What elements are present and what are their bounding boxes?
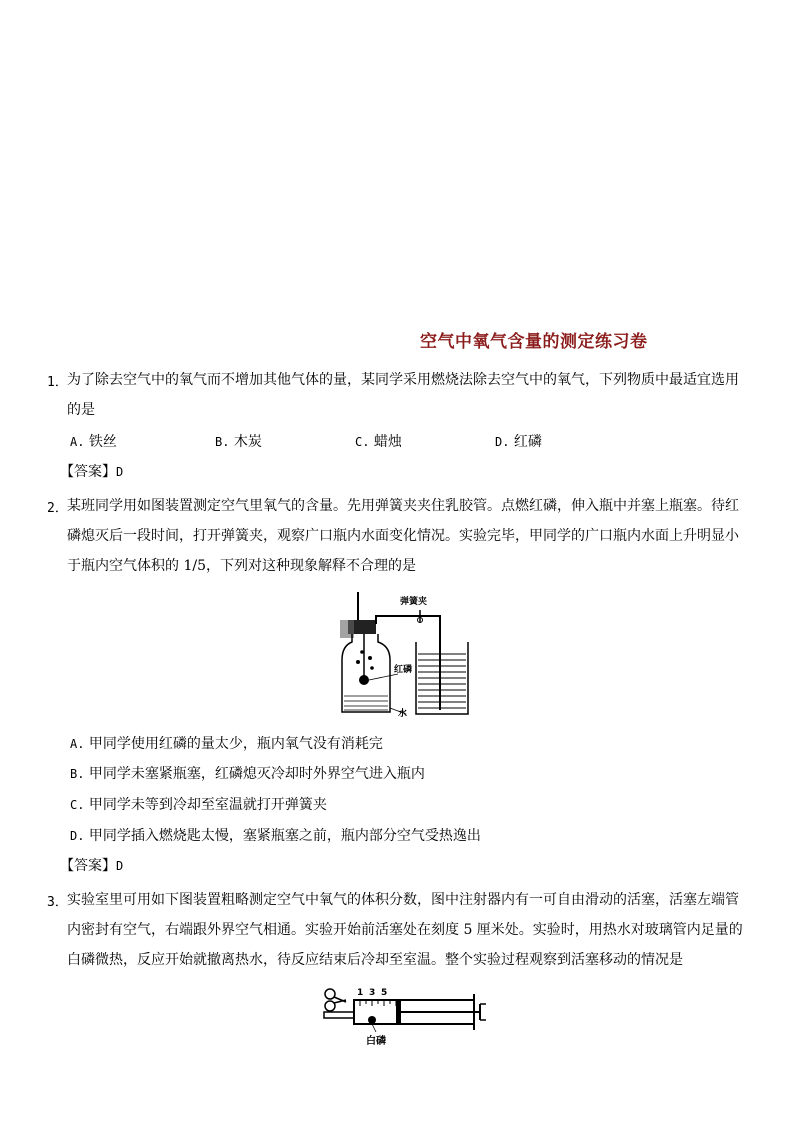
question-3-line-3: 白磷微热，反应开始就撤离热水，待反应结束后冷却至室温。整个实验过程观察到活塞移动的情况是 (67, 952, 683, 968)
option-text: 红磷 (513, 434, 542, 450)
question-1-number: 1． (47, 375, 68, 390)
option-text: 蜡烛 (373, 434, 402, 450)
option-text: 甲同学未等到冷却至室温就打开弹簧夹 (88, 797, 327, 813)
option-key: C. (70, 798, 85, 812)
question-2-answer (60, 855, 123, 875)
question-1-line-1: 为了除去空气中的氧气而不增加其他气体的量，某同学采用燃烧法除去空气中的氧气，下列物质中最适宜选用 (67, 372, 739, 388)
option-key: D. (495, 435, 510, 449)
answer-label: 【答案】 (60, 464, 116, 480)
option-text: 木炭 (233, 434, 262, 450)
option-key: D. (70, 829, 85, 843)
question-3-line-2: 内密封有空气，右端跟外界空气相通。实验开始前活塞处在刻度 5 厘米处。实验时，用热水对玻璃管内足量的 (67, 922, 743, 938)
page-title: 空气中氧气含量的测定练习卷 (420, 332, 648, 352)
phosphorus-label-1: 红磷 (394, 665, 413, 675)
question-1-option-b (215, 431, 262, 451)
answer-value: D (116, 859, 124, 873)
option-key: A. (70, 435, 85, 449)
option-text: 甲同学使用红磷的量太少，瓶内氧气没有消耗完 (88, 736, 383, 752)
piston-shape (396, 1001, 401, 1023)
question-2-line-1: 某班同学用如图装置测定空气里氧气的含量。先用弹簧夹夹住乳胶管。点燃红磷，伸入瓶中并塞上瓶塞。待红 (67, 498, 739, 514)
syringe-figure (320, 982, 495, 1048)
option-key: B. (70, 767, 85, 781)
answer-label: 【答案】 (60, 858, 116, 874)
scale-label-1: 1 (357, 988, 364, 998)
water-label: 水 (398, 709, 408, 719)
question-2-line-2: 磷熄灭后一段时间，打开弹簧夹，观察广口瓶内水面变化情况。实验完毕，甲同学的广口瓶内水面上升明显小 (67, 528, 739, 544)
question-2-option-a (70, 733, 383, 753)
option-text: 铁丝 (88, 434, 117, 450)
question-3-number: 3． (47, 895, 68, 910)
question-1-answer (60, 461, 123, 481)
question-2-number: 2． (47, 501, 68, 516)
question-2-option-c (70, 794, 327, 814)
question-1-option-c (355, 431, 402, 451)
question-2-line-3: 于瓶内空气体积的 1/5，下列对这种现象解释不合理的是 (67, 558, 416, 574)
question-2-option-d (70, 825, 481, 845)
scale-label-5: 5 (381, 988, 388, 998)
option-key: A. (70, 737, 85, 751)
question-1-option-d (495, 431, 542, 451)
option-key: B. (215, 435, 230, 449)
scale-label-3: 3 (369, 988, 376, 998)
question-3-line-1: 实验室里可用如下图装置粗略测定空气中氧气的体积分数，图中注射器内有一可自由滑动的活塞，活塞左端管 (67, 892, 739, 908)
white-phosphorus-label: 白磷 (366, 1036, 386, 1047)
question-1-line-2: 的是 (67, 402, 95, 418)
question-2-option-b (70, 763, 425, 783)
option-text: 甲同学未塞紧瓶塞，红磷熄灭冷却时外界空气进入瓶内 (88, 766, 425, 782)
bottle-apparatus-figure (328, 590, 478, 720)
clamp-label: 弹簧夹 (400, 597, 428, 607)
option-key: C. (355, 435, 370, 449)
question-1-option-a (70, 431, 117, 451)
option-text: 甲同学插入燃烧匙太慢，塞紧瓶塞之前，瓶内部分空气受热逸出 (88, 828, 481, 844)
answer-value: D (116, 465, 124, 479)
